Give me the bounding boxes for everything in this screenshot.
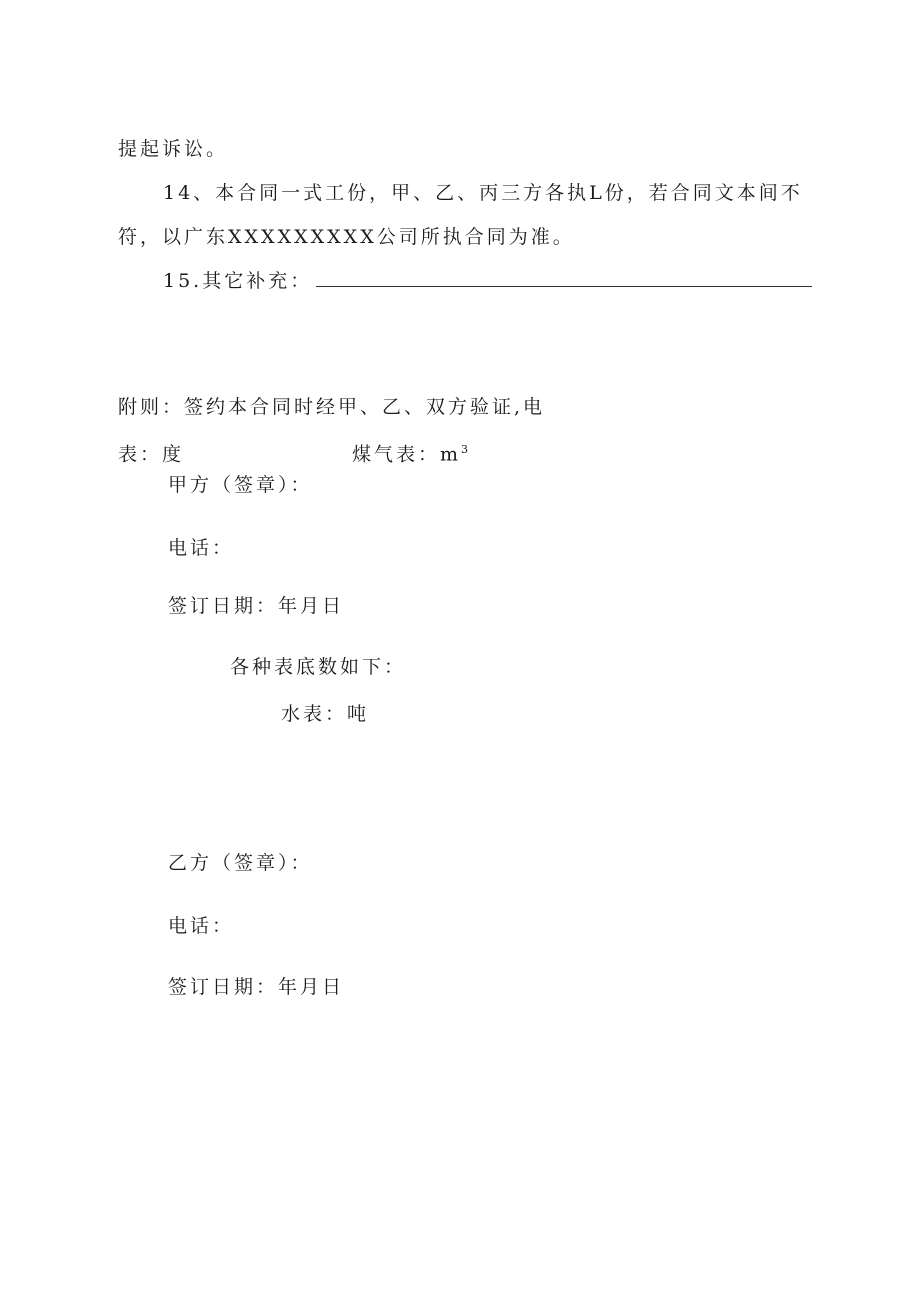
meter-line [118,437,468,467]
party-a-date: 签订日期：年月日 [168,595,345,617]
electric-meter: 表：度 [118,443,185,466]
party-a-phone: 电话： [168,537,235,559]
party-b-date: 签订日期：年月日 [168,976,345,998]
party-b-phone: 电话： [168,915,235,937]
text-continuation: 提起诉讼。 [118,138,229,160]
clause-14-line-1: 14、本合同一式工份，甲、乙、丙三方各执L份，若合同文本间不 [163,182,803,204]
gas-meter: 煤气表：m [352,443,462,466]
clause-15-label: 15.其它补充： [163,270,313,292]
gas-meter-superscript: 3 [461,443,469,456]
water-meter: 水表：吨 [281,703,370,725]
clause-14-line-2: 符，以广东XXXXXXXXX公司所执合同为准。 [118,226,575,248]
supplement-blank-line [316,268,812,287]
party-a-seal: 甲方（签章）： [168,474,313,496]
party-b-seal: 乙方（签章）： [168,852,313,874]
clause-15 [163,268,812,294]
appendix-line: 附则：签约本合同时经甲、乙、双方验证,电 [118,396,546,418]
meter-readings-intro: 各种表底数如下： [230,656,407,678]
